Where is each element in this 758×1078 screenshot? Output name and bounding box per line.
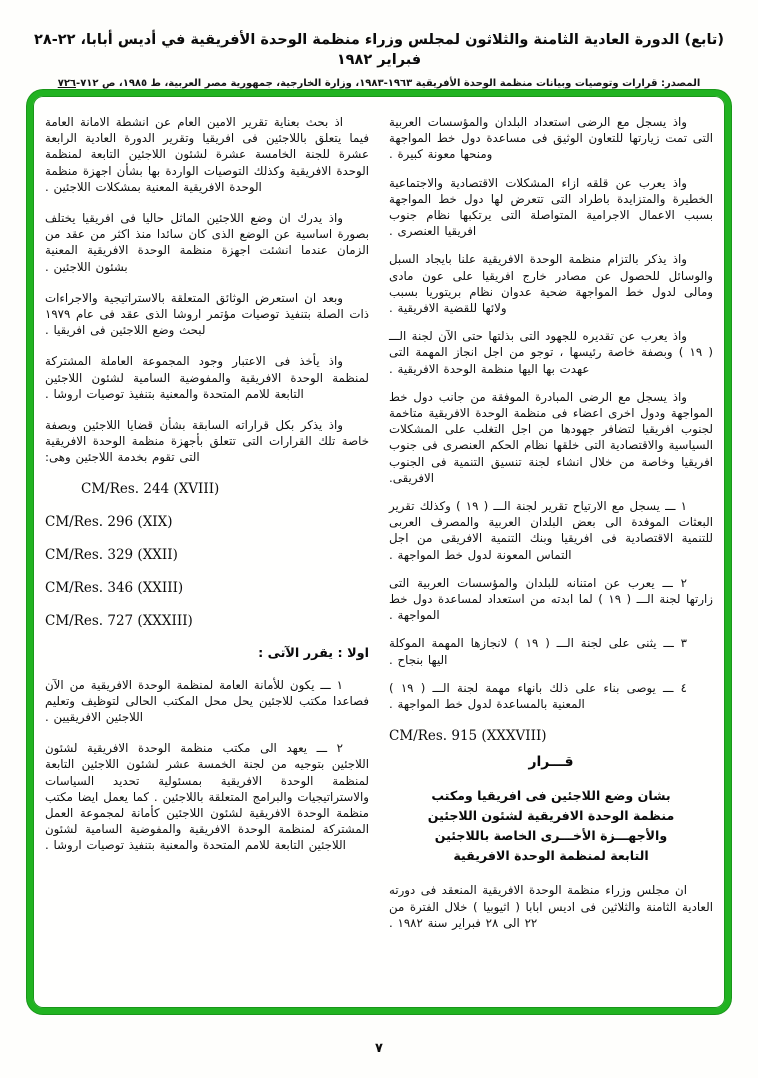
resolution-reference: CM/Res. 915 (XXXVIII) — [389, 728, 547, 745]
decision-heading: اولا : يقرر الآتى : — [258, 645, 369, 661]
resolution-reference: CM/Res. 244 (XVIII) — [81, 480, 220, 497]
source-pages-underlined: ٧٢٦ — [57, 78, 77, 89]
numbered-clause: ٢ ـــ يعهد الى مكتب منظمة الوحدة الافريقية لشئون اللاجئين بتوجيه من لجنة الخمسة عشر لشئون اللاجئين التابعة لمنظمة الوحدة الافريقية بمسئولية تحديد السياسات والاستراتيجيات والبرامج المتعلقة باللاجئين . كما يعمل ايضا مكتب منظمة الوحدة الافريقية لشئون اللاجئين كأمانة لمجموعة العمل المشتركة لمنظمة الوحدة الافريقية والمفوضية السامية لشئون اللاجئين التابعة للامم المتحدة والمعنية بتنفيذ توصيات اروشا . — [45, 741, 369, 853]
column-right — [389, 114, 713, 1000]
arabic-paragraph: واذ يعرب عن تقديره للجهود التى بذلتها حتى الآن لجنة الـــ ( ١٩ ) وبصفة خاصة رئيسها ، توجو من اجل انجاز المهمة التى عهدت بها اليها منظمة الوحدة الافريقية . — [389, 329, 713, 376]
resolution-title-line: بشان وضع اللاجئين فى افريقيا ومكتب — [431, 788, 671, 804]
numbered-clause: ١ ـــ يسجل مع الارتياح تقرير لجنة الـــ ( ١٩ ) وكذلك تقرير البعثات الموفدة الى بعض البلدان العربية والمصرف العربى للتنمية الاقتصادية فى افريقيا وبنك التنمية الافريقى من اجل التماس المعونة لدول خط المواجهة . — [389, 499, 713, 562]
source-citation — [30, 77, 728, 91]
resolution-title-block — [389, 786, 713, 866]
resolution-reference: CM/Res. 329 (XXII) — [45, 546, 178, 563]
resolution-title-line: منظمة الوحدة الافريقية لشئون اللاجئين — [427, 808, 675, 824]
numbered-clause: ١ ـــ يكون للأمانة العامة لمنظمة الوحدة الافريقية من الآن فصاعدا مكتب للاجئين يحل محل المكتب الحالى لتوظيف وتعليم اللاجئين الافريقيين . — [45, 677, 369, 725]
arabic-paragraph: واذ يذكر بكل قراراته السابقة بشأن قضايا اللاجئين وبصفة خاصة تلك القرارات التى تتعلق بأجهزة منظمة الوحدة الافريقية التى تقوم بخدمة اللاجئين وهى: — [45, 418, 369, 465]
numbered-clause: ٢ ـــ يعرب عن امتنانه للبلدان والمؤسسات العربية التى زارتها لجنة الـــ ( ١٩ ) لما ابدته من استعداد لمساعدة دول خط المواجهة . — [389, 575, 713, 623]
resolution-reference: CM/Res. 296 (XIX) — [45, 513, 173, 530]
resolution-reference: CM/Res. 346 (XXIII) — [45, 579, 184, 596]
arabic-paragraph: اذ بحث بعناية تقرير الامين العام عن انشطة الامانة العامة فيما يتعلق باللاجئين فى افريقيا وتقرير الدورة العادية الرابعة عشرة للجنة الخامسة عشرة لشئون اللاجئين التابعة لمنظمة الوحدة الافريقية وكذلك التوصيات الواردة بها بشأن اجهزة منظمة الوحدة الافريقية المعنية بمشكلات اللاجئين . — [45, 115, 369, 194]
numbered-clause: ٣ ـــ يثنى على لجنة الـــ ( ١٩ ) لانجازها المهمة الموكلة اليها بنجاح . — [389, 636, 687, 667]
arabic-paragraph: واذ يسجل مع الرضى المبادرة الموفقة من جانب دول خط المواجهة ودول اخرى اعضاء فى منظمة الوحدة الافريقية متاخمة لجنوب افريقيا لتضافر جهودها من اجل التغلب على المشكلات السياسية والاقتصادية التى خلقها نظام الحكم العنصرى فى جنوب افريقيا وخاصة من خلال انشاء لجنة تنسيق التنمية فى الجنوب الافريقى. — [389, 389, 713, 485]
resolution-title-line: التابعة لمنظمة الوحدة الافريقية — [453, 848, 649, 864]
two-column-body — [45, 114, 713, 1000]
resolution-title-line: والأجهـــزة الأخـــرى الخاصة باللاجئين — [434, 828, 668, 844]
arabic-paragraph: واذ يأخذ فى الاعتبار وجود المجموعة العاملة المشتركة لمنظمة الوحدة الافريقية والمفوضية السامية لشئون اللاجئين التابعة للامم المتحدة والمعنية بتنفيذ توصيات اروشا . — [45, 354, 369, 401]
source-citation-text: المصدر: قرارات وتوصيات وبيانات منظمة الوحدة الأفريقية ١٩٦٣-١٩٨٣، وزارة الخارجية، جمهورية مصر العربية، ط ١٩٨٥، ص ٧١٢- — [76, 78, 701, 89]
green-highlight-frame — [27, 90, 731, 1014]
arabic-paragraph: وبعد ان استعرض الوثائق المتعلقة بالاستراتيجية والاجراءات ذات الصلة بتنفيذ توصيات مؤتمر اروشا الذى عقد فى عام ١٩٧٩ لبحث وضع اللاجئين فى افريقيا . — [45, 290, 369, 338]
resolution-heading: قـــرار — [528, 754, 574, 771]
column-left — [45, 114, 369, 1000]
session-title: (تابع) الدورة العادية الثامنة والثلاثون لمجلس وزراء منظمة الوحدة الأفريقية في أديس أبابا، ٢٢-٢٨ فبراير ١٩٨٢ — [34, 32, 724, 68]
arabic-paragraph: واذ يذكر بالتزام منظمة الوحدة الافريقية علنا بايجاد السبل والوسائل للحصول عن مصادر خارج افريقيا على عون مادى ومالى لدول خط المواجهة ضحية عدوان نظام بريتوريا بسبب ولائها للقضية الافريقية . — [389, 252, 713, 316]
arabic-paragraph: واذ يسجل مع الرضى استعداد البلدان والمؤسسات العربية التى تمت زيارتها للتعاون الوثيق فى مساعدة دول خط المواجهة ومنحها معونة كبيرة . — [389, 115, 713, 162]
arabic-paragraph: واذ يعرب عن قلقه ازاء المشكلات الاقتصادية والاجتماعية الخطيرة والمتزايدة باطراد التى تتعرض لها دول خط المواجهة بسبب الاعمال الاجرامية المتواصلة التى يرتكبها نظام جنوب افريقيا العنصرى . — [389, 175, 713, 239]
arabic-paragraph: واذ يدرك ان وضع اللاجئين الماثل حاليا فى افريقيا يختلف بصورة اساسية عن الوضع الذى كان سائدا منذ اكثر من عقد من الزمان عندما انشئت اجهزة منظمة الوحدة الافريقية المعنية بشئون اللاجئين . — [45, 211, 369, 274]
numbered-clause: ٤ ـــ يوصى بناء على ذلك بانهاء مهمة لجنة الـــ ( ١٩ ) المعنية بالمساعدة لدول خط المواجهة . — [389, 680, 687, 712]
arabic-paragraph: ان مجلس وزراء منظمة الوحدة الافريقية المنعقد فى دورته العادية الثامنة والثلاثين فى اديس ابابا ( اثيوبيا ) خلال الفترة من ٢٢ الى ٢٨ فبراير سنة ١٩٨٢ . — [389, 883, 713, 930]
resolution-reference: CM/Res. 727 (XXXIII) — [45, 612, 193, 629]
page-header — [30, 30, 728, 91]
page-number: ٧ — [375, 1041, 383, 1056]
